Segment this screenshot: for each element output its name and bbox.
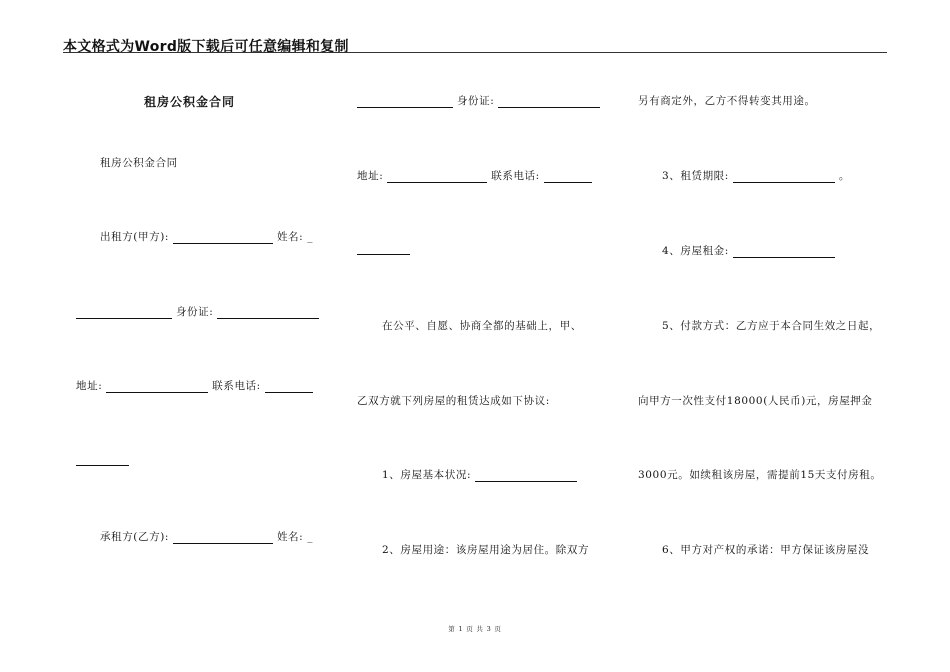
item-2-line: 2、房屋用途：该房屋用途为居住。除双方 xyxy=(382,544,590,556)
lessor-phone-cont-blank xyxy=(76,454,129,466)
lessor-id-label: 身份证: xyxy=(175,306,214,318)
lessor-phone-label: 联系电话: xyxy=(212,380,261,392)
page-number: 第 1 页 共 3 页 xyxy=(448,625,502,633)
agreement-paragraph-2: 乙双方就下列房屋的租赁达成如下协议: xyxy=(357,395,550,407)
lessee-phone-blank xyxy=(544,171,592,183)
item-3-label: 3、租赁期限: xyxy=(662,170,729,182)
lessee-address-blank xyxy=(387,171,487,183)
lessee-phone-cont-line xyxy=(357,243,410,255)
payment-line-2: 3000元。如续租该房屋，需提前15天支付房租。 xyxy=(638,469,882,481)
lessee-phone-cont-blank xyxy=(357,243,410,255)
item-3-end: 。 xyxy=(838,170,850,182)
item-5-line: 5、付款方式：乙方应于本合同生效之日起， xyxy=(662,320,881,332)
lessor-phone-cont-line xyxy=(76,454,129,466)
lessee-id-blank xyxy=(498,96,600,108)
lessee-phone-label: 联系电话: xyxy=(491,170,540,182)
item-1-label: 1、房屋基本状况: xyxy=(382,469,472,481)
lessor-address-label: 地址: xyxy=(76,380,103,392)
item-4-label: 4、房屋租金: xyxy=(662,245,729,257)
item-6-line: 6、甲方对产权的承诺：甲方保证该房屋没 xyxy=(662,544,870,556)
document-header: 本文格式为Word版下载后可任意编辑和复制 xyxy=(63,39,349,55)
lessee-id-line xyxy=(357,93,600,108)
lessor-name-blank xyxy=(76,307,172,319)
lessee-blank xyxy=(173,532,273,544)
lessee-address-label: 地址: xyxy=(357,170,384,182)
lessor-name-label: 姓名: xyxy=(276,231,304,243)
item-4-blank xyxy=(733,246,835,258)
lessor-id-line xyxy=(76,304,319,319)
item-1-line xyxy=(382,467,577,482)
lessee-id-label: 身份证: xyxy=(456,95,495,107)
lessor-label: 出租方(甲方): xyxy=(100,231,170,243)
item-4-line xyxy=(662,243,835,258)
lessor-phone-blank xyxy=(265,381,313,393)
lessee-label: 承租方(乙方): xyxy=(100,531,170,543)
payment-line-1: 向甲方一次性支付18000(人民币)元，房屋押金 xyxy=(638,395,873,407)
lessee-name-blank xyxy=(357,96,453,108)
lessor-line xyxy=(100,229,313,244)
lessor-name-underscore: _ xyxy=(307,231,314,243)
item-3-line xyxy=(662,168,850,183)
lessee-name-label: 姓名: xyxy=(276,531,304,543)
lessor-address-blank xyxy=(106,381,208,393)
contract-title: 租房公积金合同 xyxy=(144,95,236,109)
agreement-paragraph-1: 在公平、自愿、协商全都的基础上，甲、 xyxy=(382,320,582,332)
lessor-blank xyxy=(173,232,273,244)
usage-continuation: 另有商定外，乙方不得转变其用途。 xyxy=(638,95,816,107)
lessee-name-underscore: _ xyxy=(307,531,314,543)
lessor-id-blank xyxy=(217,307,319,319)
header-divider xyxy=(63,52,887,53)
contract-subtitle: 租房公积金合同 xyxy=(100,157,178,169)
lessee-line xyxy=(100,529,313,544)
item-1-blank xyxy=(475,470,577,482)
lessee-address-line xyxy=(357,168,592,183)
lessor-address-line xyxy=(76,378,313,393)
item-3-blank xyxy=(733,171,835,183)
